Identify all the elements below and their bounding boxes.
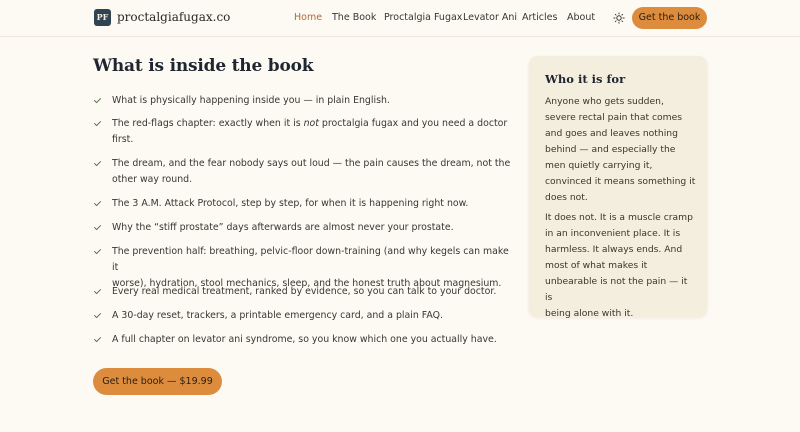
logo-text[interactable]: proctalgiafugax.co [117, 10, 231, 24]
aside-line: being alone with it. [545, 308, 634, 319]
list-item-text: A 30-day reset, trackers, a printable emergency card, and a plain FAQ. [112, 310, 443, 321]
aside-line: men quietly carrying it, [545, 160, 653, 171]
list-item-text: other way round. [112, 174, 193, 185]
who-it-is-for-card [529, 56, 707, 317]
aside-line: and goes and leaves nothing [545, 128, 678, 139]
check-icon [93, 93, 102, 109]
list-item [93, 116, 513, 148]
aside-line: does not. [545, 192, 588, 203]
list-item-text: The red-flags chapter: exactly when it is [112, 118, 304, 129]
sun-icon[interactable] [613, 12, 625, 24]
aside-line: in an inconvenient place. It is [545, 228, 681, 239]
aside-line: most of what makes it [545, 260, 648, 271]
list-item [93, 196, 513, 212]
list-item [93, 220, 513, 236]
aside-line: harmless. It always ends. And [545, 244, 683, 255]
list-item-text: The prevention half: breathing, pelvic-floor down-training (and why kegels can make it [112, 246, 509, 273]
aside-title: Who it is for [545, 72, 626, 86]
nav-articles[interactable]: Articles [522, 12, 558, 23]
aside-paragraph [545, 94, 697, 206]
list-item-text: proctalgia fugax and you need a doctor [318, 118, 508, 129]
list-item-text: The 3 A.M. Attack Protocol, step by step, for when it is happening right now. [112, 198, 469, 209]
page-title: What is inside the book [93, 56, 314, 76]
nav-proctalgia-fugax[interactable]: Proctalgia Fugax [384, 12, 463, 23]
check-icon [93, 220, 102, 236]
list-item [93, 284, 513, 300]
nav-home[interactable]: Home [294, 12, 323, 23]
aside-line: It does not. It is a muscle cramp [545, 212, 693, 223]
list-item-text: first. [112, 134, 134, 145]
list-item-text: Why the “stiff prostate” days afterwards are almost never your prostate. [112, 222, 454, 233]
list-item [93, 332, 513, 348]
list-item [93, 156, 513, 188]
list-item-text: The dream, and the fear nobody says out loud — the pain causes the dream, not the [112, 158, 511, 169]
list-item [93, 93, 513, 109]
check-icon [93, 308, 102, 324]
check-icon [93, 244, 102, 260]
get-the-book-header-button[interactable]: Get the book [632, 7, 707, 29]
site-header [0, 0, 800, 37]
check-icon [93, 196, 102, 212]
aside-line: behind — and especially the [545, 144, 676, 155]
aside-line: severe rectal pain that comes [545, 112, 683, 123]
check-icon [93, 116, 102, 132]
get-the-book-price-button[interactable]: Get the book — $19.99 [93, 368, 222, 395]
aside-paragraph [545, 210, 697, 322]
logo-badge[interactable]: PF [94, 9, 111, 26]
list-item-text: What is physically happening inside you — in plain English. [112, 95, 390, 106]
aside-line: convinced it means something it [545, 176, 696, 187]
check-icon [93, 332, 102, 348]
check-icon [93, 156, 102, 172]
aside-line: Anyone who gets sudden, [545, 96, 664, 107]
list-item [93, 308, 513, 324]
nav-about[interactable]: About [567, 12, 596, 23]
check-icon [93, 284, 102, 300]
list-item-text: worse), hydration, stool mechanics, sleep, and the honest truth about magnesium. [112, 278, 502, 289]
list-item-text: Every real medical treatment, ranked by evidence, so you can talk to your doctor. [112, 286, 497, 297]
aside-line: unbearable is not the pain — it is [545, 276, 688, 303]
list-item-emphasis: not [303, 118, 319, 129]
list-item-text: A full chapter on levator ani syndrome, so you know which one you actually have. [112, 334, 497, 345]
nav-the-book[interactable]: The Book [332, 12, 377, 23]
nav-levator-ani[interactable]: Levator Ani [463, 12, 518, 23]
